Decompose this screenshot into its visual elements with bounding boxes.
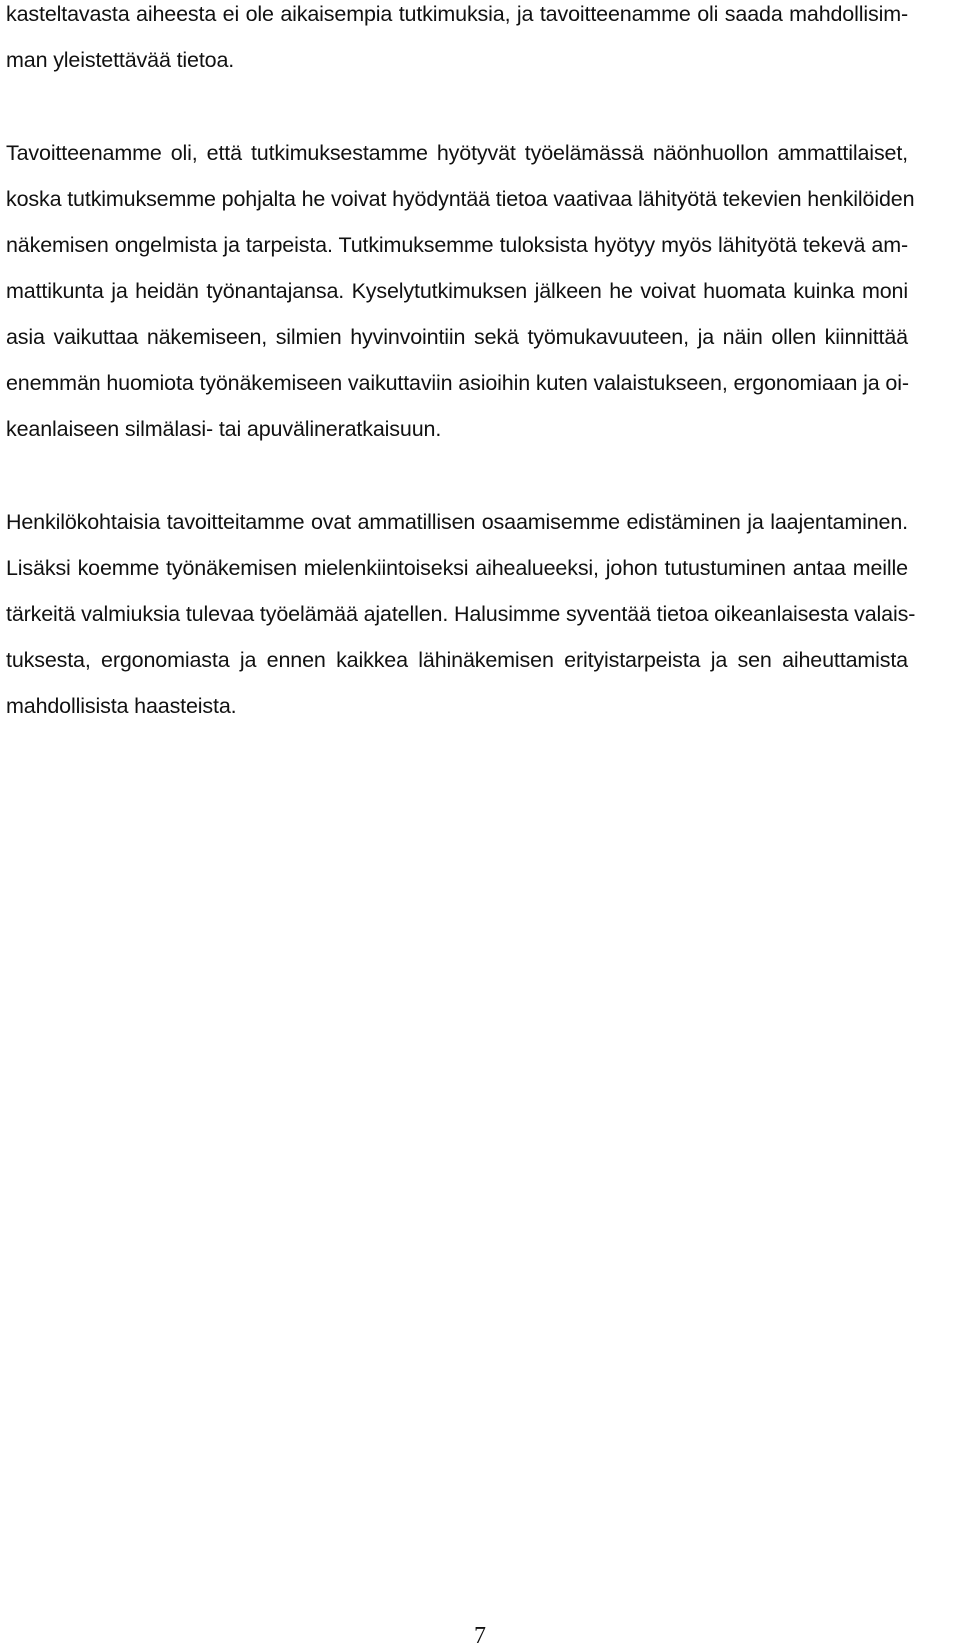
text-line: mahdollisista haasteista. xyxy=(6,694,237,718)
text-line: asia vaikuttaa näkemiseen, silmien hyvinvointiin sekä työmukavuuteen, ja näin ollen kiinnittää xyxy=(6,325,908,349)
paragraph-2 xyxy=(6,130,915,452)
text-line: koska tutkimuksemme pohjalta he voivat hyödyntää tietoa vaativaa lähityötä tekevien henkilöiden xyxy=(6,187,915,211)
paragraph-spacer xyxy=(6,83,908,130)
text-line: mattikunta ja heidän työnantajansa. Kyselytutkimuksen jälkeen he voivat huomata kuinka moni xyxy=(6,279,908,303)
text-line: näkemisen ongelmista ja tarpeista. Tutkimuksemme tuloksista hyötyy myös lähityötä tekevä am- xyxy=(6,233,908,257)
text-line: keanlaiseen silmälasi- tai apuvälineratkaisuun. xyxy=(6,417,442,441)
text-line: kasteltavasta aiheesta ei ole aikaisempia tutkimuksia, ja tavoitteenamme oli saada mahdollisim- xyxy=(6,2,908,26)
text-line: tärkeitä valmiuksia tulevaa työelämää ajatellen. Halusimme syventää tietoa oikeanlaisesta valais- xyxy=(6,602,916,626)
text-line: man yleistettävää tietoa. xyxy=(6,48,235,72)
text-line: enemmän huomiota työnäkemiseen vaikuttaviin asioihin kuten valaistukseen, ergonomiaan ja oi- xyxy=(6,371,909,395)
paragraph-1 xyxy=(6,0,908,83)
paragraph-3 xyxy=(6,499,916,729)
text-line: Henkilökohtaisia tavoitteitamme ovat ammatillisen osaamisemme edistäminen ja laajentaminen. xyxy=(6,510,908,534)
text-line: tuksesta, ergonomiasta ja ennen kaikkea lähinäkemisen erityistarpeista ja sen aiheuttamista xyxy=(6,648,908,672)
paragraph-spacer xyxy=(6,452,908,499)
text-line: Tavoitteenamme oli, että tutkimuksestamme hyötyvät työelämässä näönhuollon ammattilaiset, xyxy=(6,141,908,165)
page-number: 7 xyxy=(474,1623,486,1649)
text-line: Lisäksi koemme työnäkemisen mielenkiintoiseksi aihealueeksi, johon tutustuminen antaa meille xyxy=(6,556,908,580)
document-body xyxy=(6,0,916,729)
